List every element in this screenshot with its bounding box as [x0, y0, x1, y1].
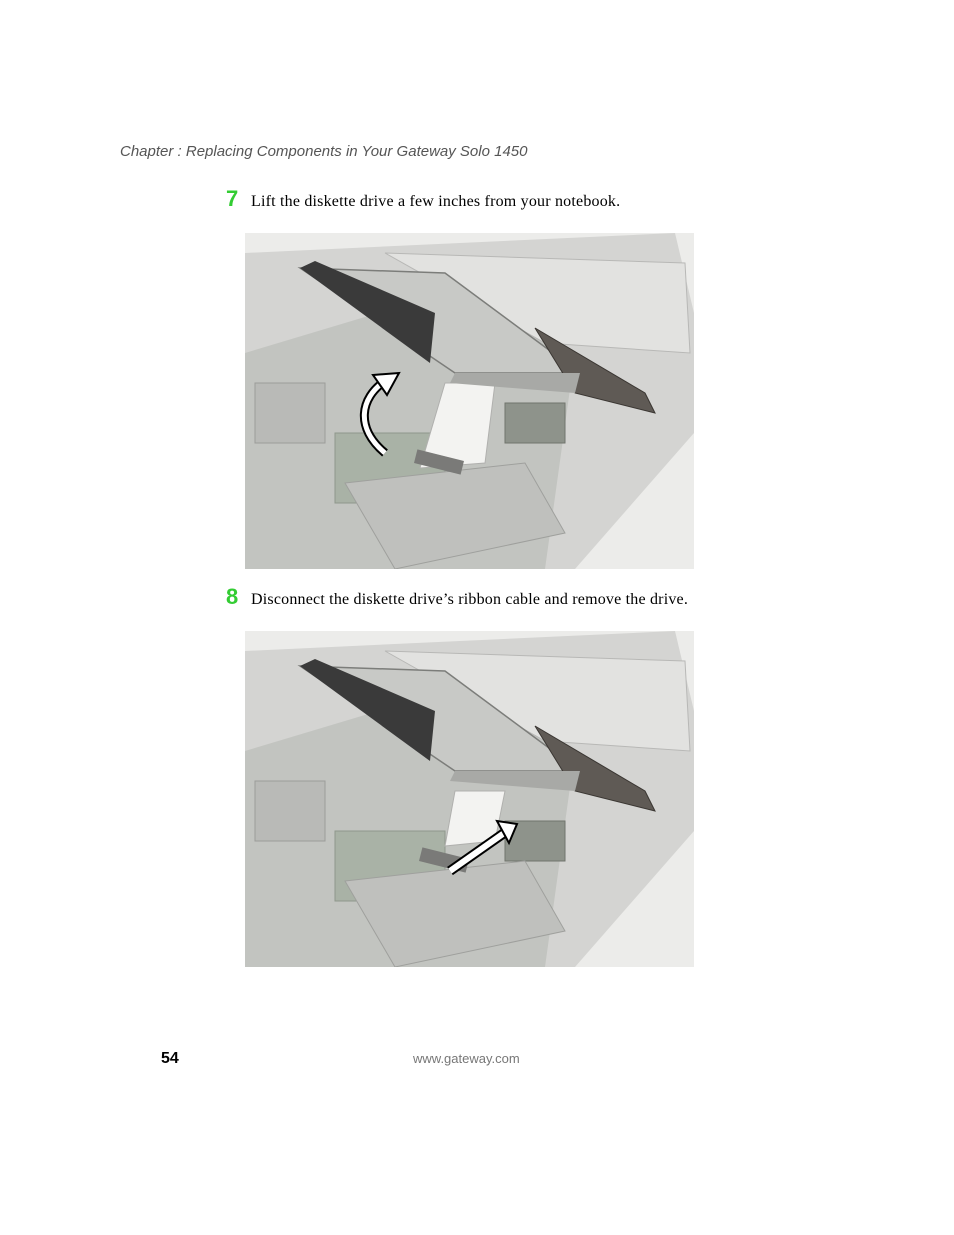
figure-disconnect-ribbon-cable	[245, 631, 694, 967]
figure-lift-diskette-drive	[245, 233, 694, 569]
step-number: 7	[226, 186, 239, 211]
notebook-diagram-lift	[245, 233, 694, 569]
step-number: 8	[226, 584, 239, 609]
notebook-diagram-disconnect	[245, 631, 694, 967]
footer-url: www.gateway.com	[413, 1051, 520, 1066]
running-head: Chapter : Replacing Components in Your Gateway Solo 1450	[120, 143, 528, 160]
step-7	[226, 186, 826, 212]
page-number: 54	[161, 1050, 179, 1067]
step-text: Lift the diskette drive a few inches from your notebook.	[251, 193, 621, 210]
step-8	[226, 584, 826, 610]
step-text: Disconnect the diskette drive’s ribbon cable and remove the drive.	[251, 591, 689, 608]
